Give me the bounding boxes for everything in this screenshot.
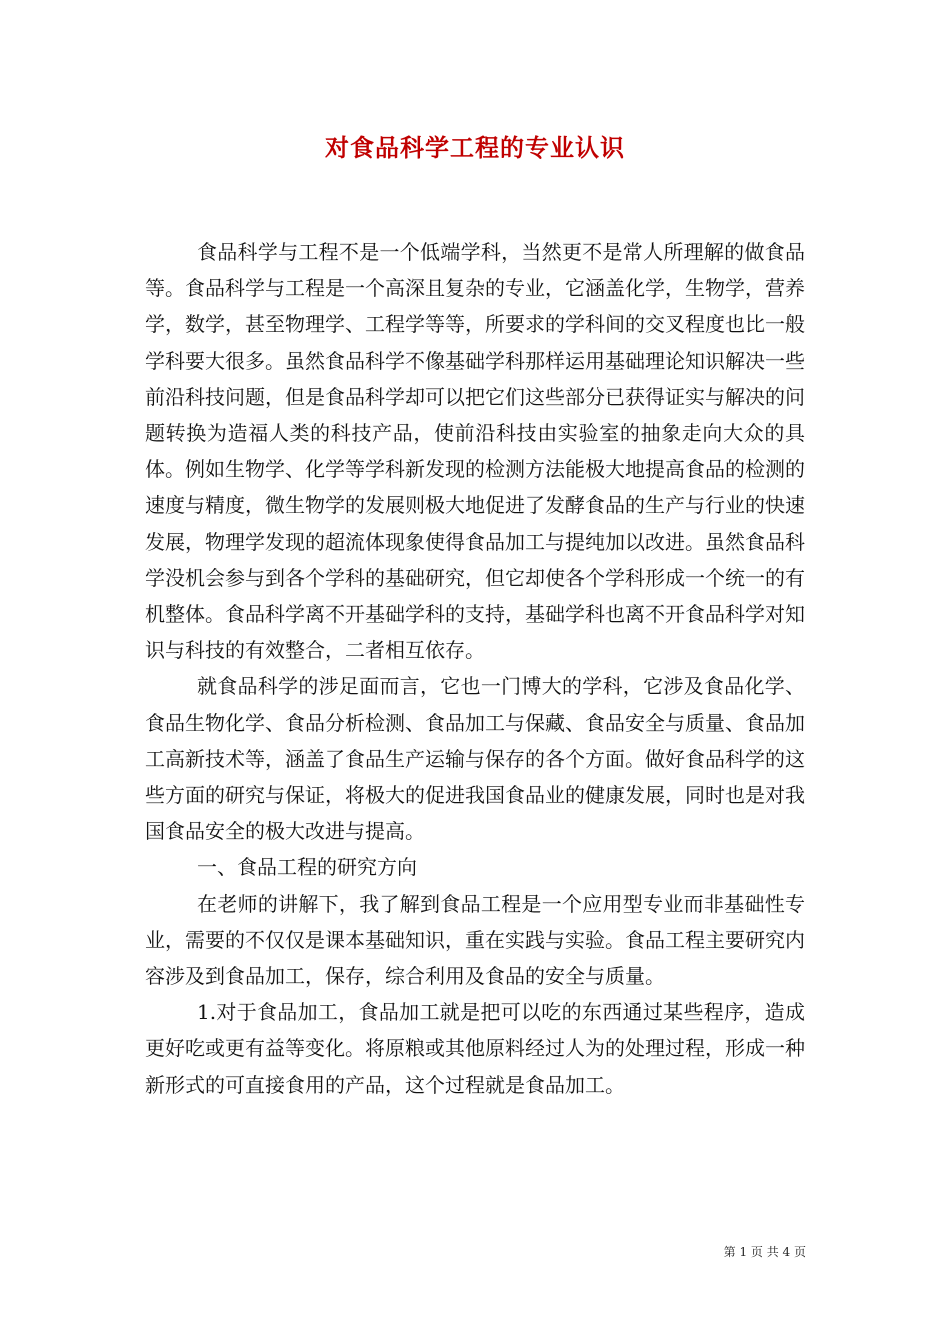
document-title: 对食品科学工程的专业认识 (325, 133, 625, 162)
section-heading: 一、食品工程的研究方向 (197, 855, 417, 880)
paragraph-intro: 食品科学与工程不是一个低端学科，当然更不是常人所理解的做食品等。食品科学与工程是一个高深且复杂的专业，它涵盖化学，生物学，营养学，数学，甚至物理学、工程学等等，所要求的学科间的交叉程度也比一般学科要大很多。虽然食品科学不像基础学科那样运用基础理论知识解决一些前沿科技问题，但是食品科学却可以把它们这些部分已获得证实与解决的问题转换为造福人类的科技产品，使前沿科技由实验室的抽象走向大众的具体。例如生物学、化学等学科新发现的检测方法能极大地提高食品的检测的速度与精度，微生物学的发展则极大地促进了发酵食品的生产与行业的快速发展，物理学发现的超流体现象使得食品加工与提纯加以改进。虽然食品科学没机会参与到各个学科的基础研究，但它却使各个学科形成一个统一的有机整体。食品科学离不开基础学科的支持，基础学科也离不开食品科学对知识与科技的有效整合，二者相互依存。 (145, 240, 805, 663)
paragraph-processing: 1.对于食品加工，食品加工就是把可以吃的东西通过某些程序，造成更好吃或更有益等变化。将原粮或其他原料经过人为的处理过程，形成一种新形式的可直接食用的产品，这个过程就是食品加工。 (145, 1000, 805, 1097)
paragraph-scope: 就食品科学的涉足面而言，它也一门博大的学科，它涉及食品化学、食品生物化学、食品分析检测、食品加工与保藏、食品安全与质量、食品加工高新技术等，涵盖了食品生产运输与保存的各个方面。做好食品科学的这些方面的研究与保证，将极大的促进我国食品业的健康发展，同时也是对我国食品安全的极大改进与提高。 (145, 674, 805, 844)
paragraph-direction: 在老师的讲解下，我了解到食品工程是一个应用型专业而非基础性专业，需要的不仅仅是课本基础知识，重在实践与实验。食品工程主要研究内容涉及到食品加工，保存，综合利用及食品的安全与质量。 (145, 891, 805, 989)
page-number-footer: 第 1 页 共 4 页 (723, 1245, 806, 1259)
document-body (145, 234, 805, 1103)
